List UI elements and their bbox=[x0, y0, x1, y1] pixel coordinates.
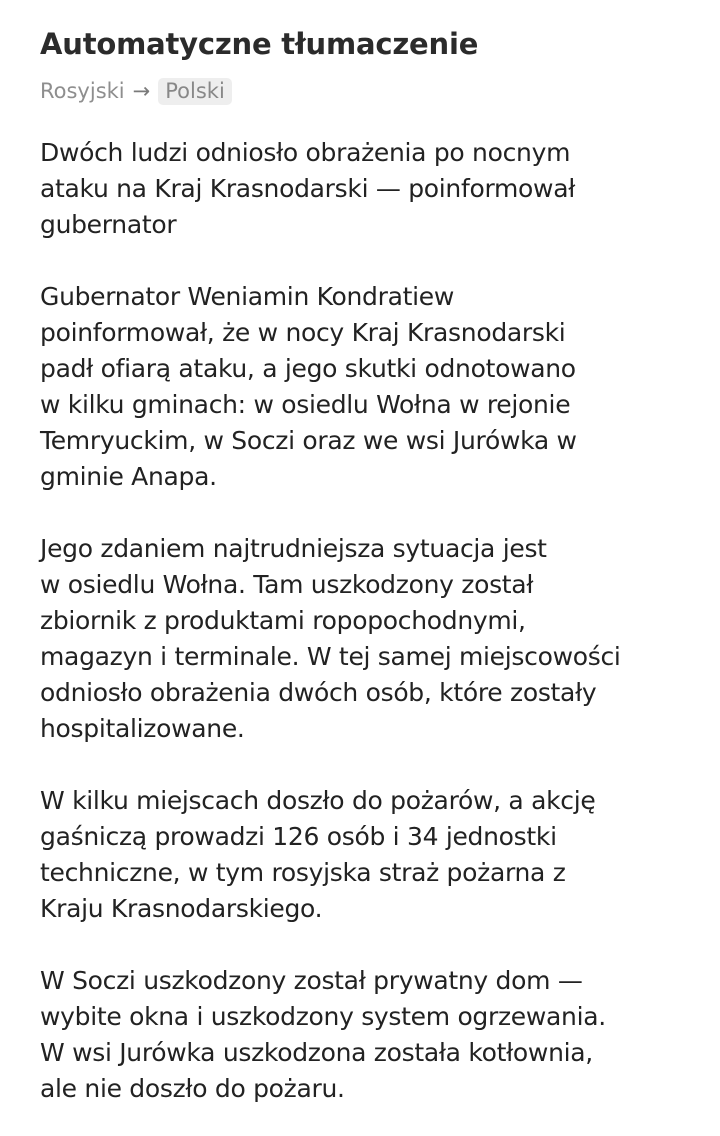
target-language-selector[interactable]: Polski bbox=[158, 78, 232, 105]
language-pair bbox=[40, 75, 685, 107]
article-paragraph: Gubernator Weniamin Kondratiew poinformował, że w nocy Kraj Krasnodarski padł ofiarą ataku, a jego skutki odnotowano w kilku gminach: w osiedlu Wołna w rejonie Temryuckim, w Soczi oraz we wsi Jurówka w gminie Anapa. bbox=[40, 282, 577, 491]
article-paragraph: Jego zdaniem najtrudniejsza sytuacja jest w osiedlu Wołna. Tam uszkodzony został zbiornik z produktami ropopochodnymi, magazyn i terminale. W tej samej miejscowości odniosło obrażenia dwóch osób, które zostały hospitalizowane. bbox=[40, 534, 621, 743]
source-language-label: Rosyjski bbox=[40, 79, 125, 103]
page-title: Automatyczne tłumaczenie bbox=[40, 27, 479, 61]
article-paragraph: W Soczi uszkodzony został prywatny dom — wybite okna i uszkodzony system ogrzewania. W wsi Jurówka uszkodzona została kotłownia, ale nie doszło do pożaru. bbox=[40, 966, 606, 1103]
translation-sheet bbox=[40, 24, 685, 1107]
article-paragraph: W kilku miejscach doszło do pożarów, a akcję gaśniczą prowadzi 126 osób i 34 jednostki techniczne, w tym rosyjska straż pożarna z Kraju Krasnodarskiego. bbox=[40, 786, 596, 923]
arrow-right-icon: → bbox=[132, 79, 151, 103]
article-headline: Dwóch ludzi odniosło obrażenia po nocnym ataku na Kraj Krasnodarski — poinformował gubernator bbox=[40, 138, 576, 239]
translated-article bbox=[40, 135, 685, 1107]
